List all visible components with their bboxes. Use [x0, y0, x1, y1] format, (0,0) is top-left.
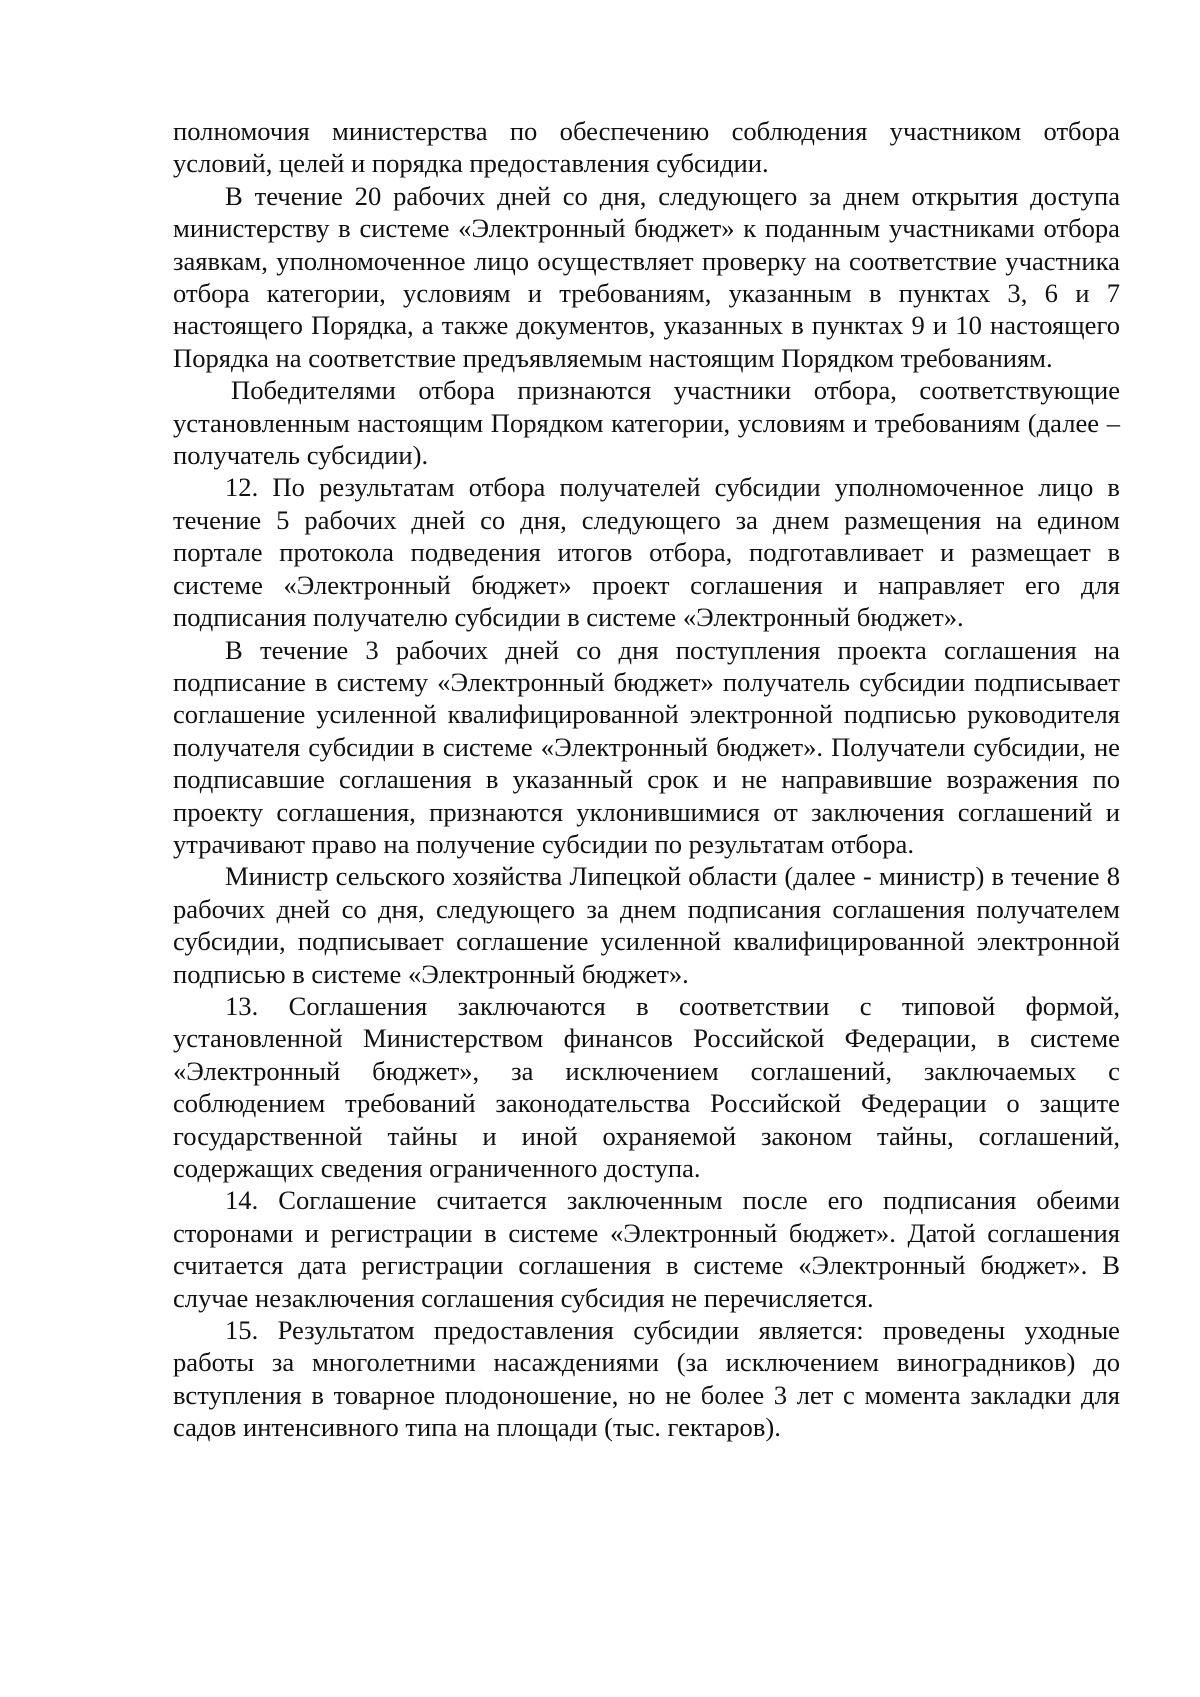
paragraph-winners: Победителями отбора признаются участники отбора, соответствующие установленным настоящим Порядком категории, условиям и требованиям (далее – получатель субсидии).: [173, 375, 1120, 471]
paragraph-clause-12: 12. По результатам отбора получателей субсидии уполномоченное лицо в течение 5 рабочих дней со дня, следующего за днем размещения на едином портале протокола подведения итогов отбора, подготавливает и размещает в системе «Электронный бюджет» проект соглашения и направляет его для подписания получателю субсидии в системе «Электронный бюджет».: [173, 472, 1120, 633]
paragraph-signing-minister: Министр сельского хозяйства Липецкой области (далее - министр) в течение 8 рабочих дней со дня, следующего за днем подписания соглашения получателем субсидии, подписывает соглашение усиленной квалифицированной электронной подписью в системе «Электронный бюджет».: [173, 861, 1120, 989]
paragraph-clause-14: 14. Соглашение считается заключенным после его подписания обеими сторонами и регистрации в системе «Электронный бюджет». Датой соглашения считается дата регистрации соглашения в системе «Электронный бюджет». В случае незаключения соглашения субсидия не перечисляется.: [173, 1185, 1120, 1313]
paragraph-clause-15: 15. Результатом предоставления субсидии является: проведены уходные работы за многолетними насаждениями (за исключением виноградников) до вступления в товарное плодоношение, но не более 3 лет с момента закладки для садов интенсивного типа на площади (тыс. гектаров).: [173, 1315, 1120, 1443]
paragraph-continuation: полномочия министерства по обеспечению соблюдения участником отбора условий, целей и порядка предоставления субсидии.: [173, 116, 1120, 179]
paragraph-review-period: В течение 20 рабочих дней со дня, следующего за днем открытия доступа министерству в системе «Электронный бюджет» к поданным участниками отбора заявкам, уполномоченное лицо осуществляет проверку на соответствие участника отбора категории, условиям и требованиям, указанным в пунктах 3, 6 и 7 настоящего Порядка, а также документов, указанных в пунктах 9 и 10 настоящего Порядка на соответствие предъявляемым настоящим Порядком требованиям.: [173, 180, 1120, 373]
paragraph-clause-13: 13. Соглашения заключаются в соответствии с типовой формой, установленной Министерством финансов Российской Федерации, в системе «Электронный бюджет», за исключением соглашений, заключаемых с соблюдением требований законодательства Российской Федерации о защите государственной тайны и иной охраняемой законом тайны, соглашений, содержащих сведения ограниченного доступа.: [173, 990, 1120, 1183]
document-page: [173, 115, 1120, 1444]
paragraph-signing-recipient: В течение 3 рабочих дней со дня поступления проекта соглашения на подписание в систему «Электронный бюджет» получатель субсидии подписывает соглашение усиленной квалифицированной электронной подписью руководителя получателя субсидии в системе «Электронный бюджет». Получатели субсидии, не подписавшие соглашения в указанный срок и не направившие возражения по проекту соглашения, признаются уклонившимися от заключения соглашений и утрачивают право на получение субсидии по результатам отбора.: [173, 634, 1120, 859]
